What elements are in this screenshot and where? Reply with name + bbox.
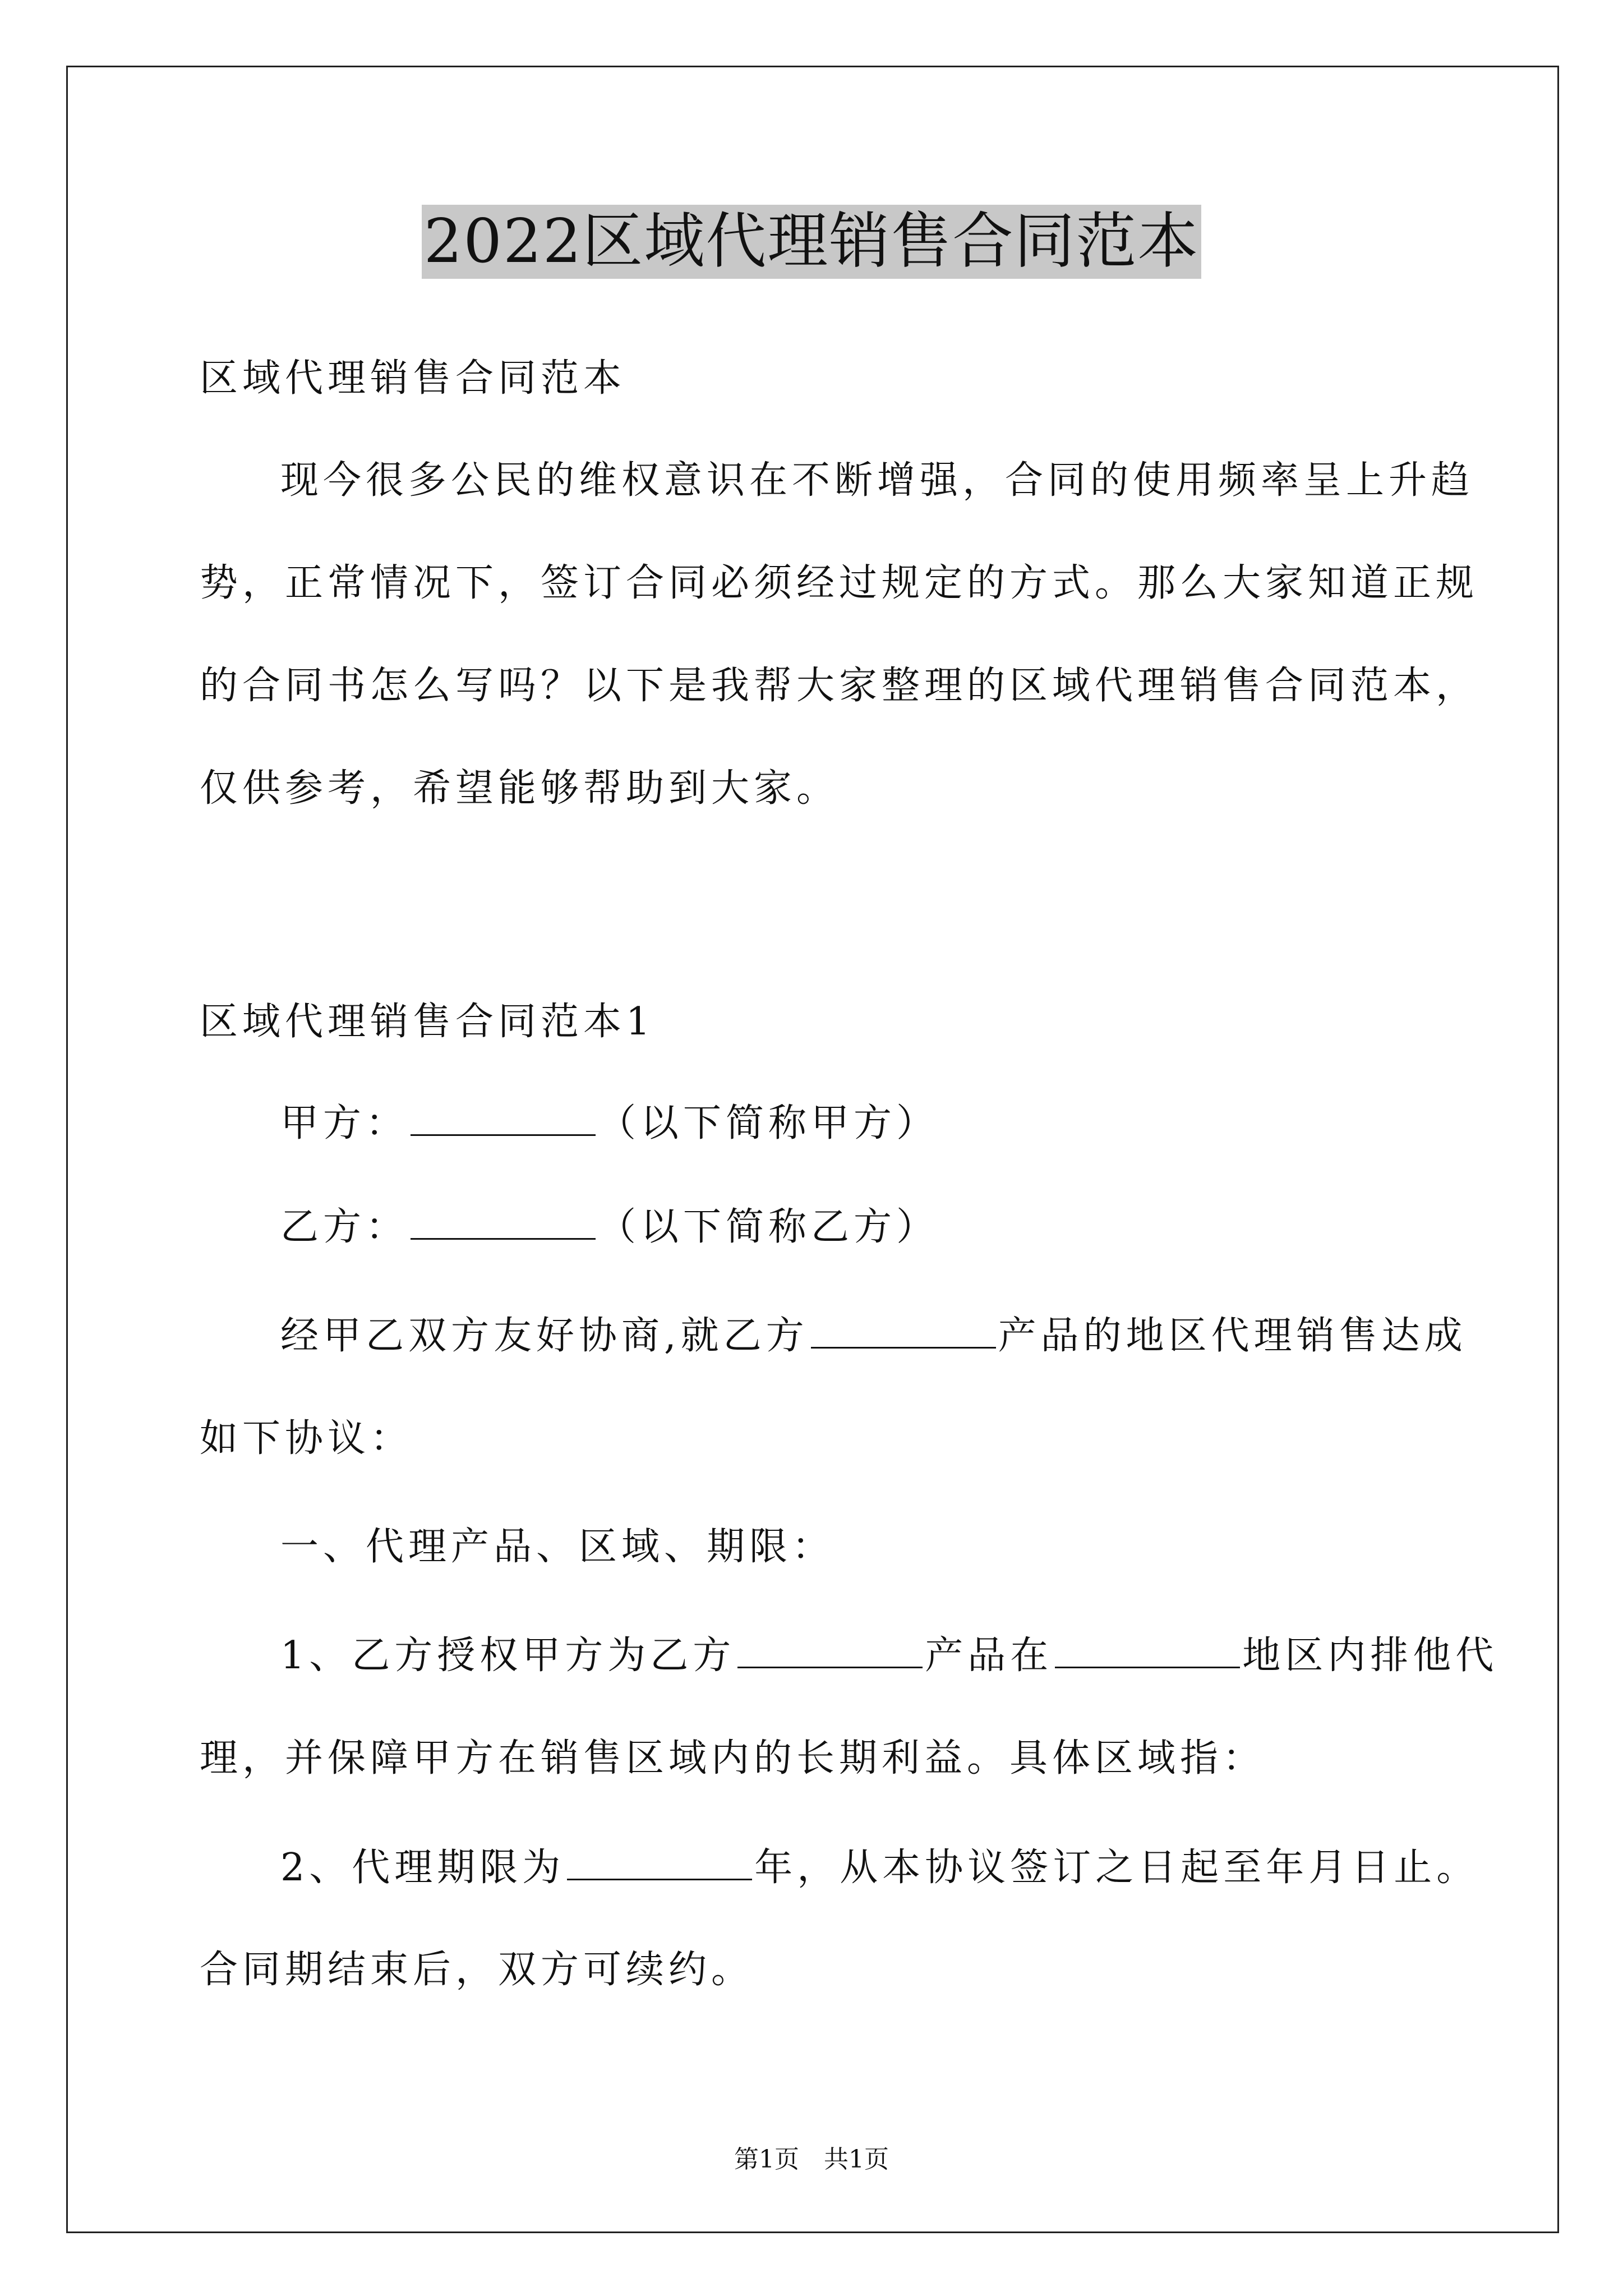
clause1-2-blank-years [567, 1844, 752, 1880]
party-b-line [280, 1202, 939, 1253]
party-a-label: 甲方： [280, 1101, 409, 1145]
agreement-blank [811, 1312, 996, 1349]
clause1-1-middle: 产品在 [925, 1634, 1053, 1678]
clause1-2-prefix: 2、代理期限为 [280, 1846, 565, 1890]
clause1-1-prefix: 1、乙方授权甲方为乙方 [280, 1634, 736, 1678]
intro-line-3: 的合同书怎么写吗？以下是我帮大家整理的区域代理销售合同范本， [200, 664, 1479, 708]
clause1-1-blank-region [1055, 1632, 1240, 1668]
clause1-2-suffix: 年，从本协议签订之日起至年月日止。 [754, 1846, 1479, 1890]
clause1-heading: 一、代理产品、区域、期限： [280, 1525, 835, 1569]
document-title: 2022区域代理销售合同范本 [422, 205, 1202, 279]
intro-line-4: 仅供参考，希望能够帮助到大家。 [200, 766, 840, 811]
clause1-1-line-2: 理，并保障甲方在销售区域内的长期利益。具体区域指： [200, 1736, 1266, 1780]
section-title: 区域代理销售合同范本1 [200, 1000, 655, 1044]
clause1-1-blank-product [737, 1632, 923, 1668]
intro-line-2: 势，正常情况下，签订合同必须经过规定的方式。那么大家知道正规 [200, 561, 1479, 605]
subtitle: 区域代理销售合同范本 [200, 356, 626, 401]
agreement-line-2: 如下协议： [200, 1416, 413, 1461]
page-footer: 第1页 共1页 [734, 2145, 889, 2174]
party-a-line [280, 1098, 939, 1149]
agreement-prefix: 经甲乙双方友好协商,就乙方 [280, 1314, 809, 1358]
agreement-suffix: 产品的地区代理销售达成 [998, 1314, 1467, 1358]
clause1-1-line-1 [280, 1631, 1498, 1681]
clause1-2-line-1 [280, 1843, 1479, 1893]
clause1-1-suffix: 地区内排他代 [1242, 1634, 1498, 1678]
party-b-blank [411, 1203, 596, 1240]
party-b-label: 乙方： [280, 1205, 409, 1249]
intro-line-1: 现今很多公民的维权意识在不断增强，合同的使用频率呈上升趋 [280, 458, 1474, 503]
agreement-line-1 [280, 1311, 1467, 1361]
party-b-suffix: （以下简称乙方） [598, 1205, 939, 1249]
clause1-2-line-2: 合同期结束后，双方可续约。 [200, 1948, 754, 1992]
document-title-wrapper [0, 205, 1623, 279]
party-a-suffix: （以下简称甲方） [598, 1101, 939, 1145]
party-a-blank [411, 1099, 596, 1136]
